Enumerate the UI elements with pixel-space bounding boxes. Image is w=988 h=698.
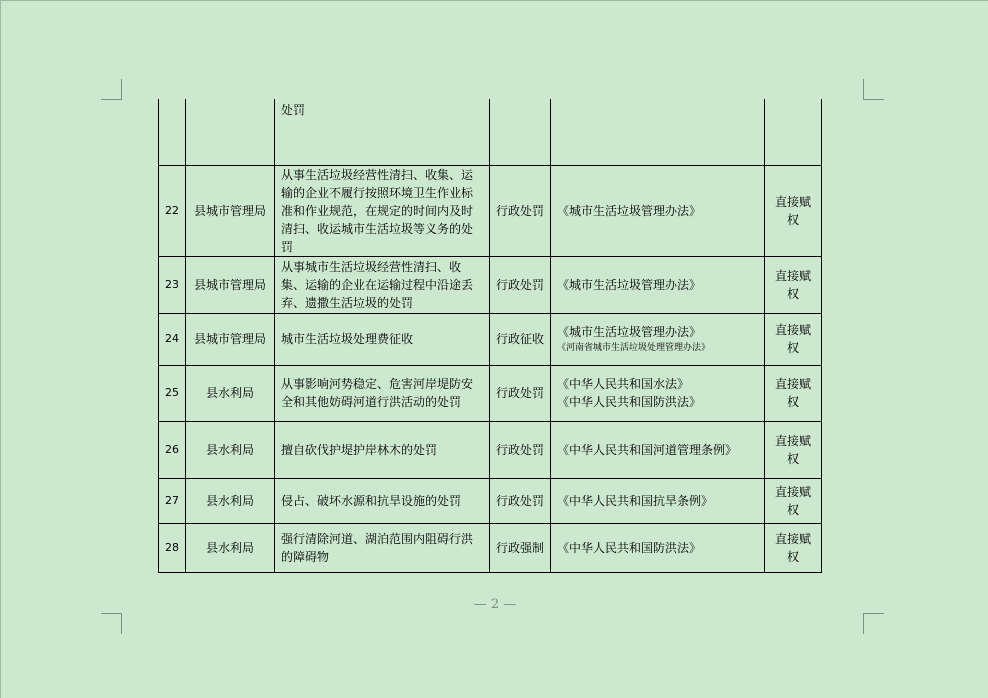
item-cell: 从事影响河势稳定、危害河岸堤防安全和其他妨碍河道行洪活动的处罚 bbox=[275, 365, 490, 421]
basis-law: 《中华人民共和国水法》 bbox=[557, 377, 690, 391]
table-row bbox=[159, 365, 822, 421]
type-cell: 行政强制 bbox=[490, 523, 551, 572]
basis-law: 《中华人民共和国防洪法》 bbox=[557, 540, 702, 555]
item-cell: 城市生活垃圾处理费征收 bbox=[275, 313, 490, 365]
department-cell: 县城市管理局 bbox=[186, 313, 275, 365]
basis-law: 《中华人民共和国防洪法》 bbox=[557, 395, 702, 409]
item-cell: 从事城市生活垃圾经营性清扫、收集、运输的企业在运输过程中沿途丢弃、遗撒生活垃圾的处罚 bbox=[275, 256, 490, 313]
basis-cell bbox=[551, 421, 765, 478]
department-cell: 县水利局 bbox=[186, 365, 275, 421]
department-cell: 县城市管理局 bbox=[186, 165, 275, 256]
basis-cell bbox=[551, 523, 765, 572]
type-cell: 行政处罚 bbox=[490, 165, 551, 256]
row-number: 24 bbox=[159, 313, 186, 365]
department-cell: 县水利局 bbox=[186, 421, 275, 478]
type-cell: 行政征收 bbox=[490, 313, 551, 365]
mode-cell: 直接赋权 bbox=[765, 313, 822, 365]
table-row bbox=[159, 523, 822, 572]
type-cell: 行政处罚 bbox=[490, 478, 551, 523]
row-number: 22 bbox=[159, 165, 186, 256]
margin-corner-bottom-right bbox=[863, 613, 884, 634]
basis-cell bbox=[551, 313, 765, 365]
table-row bbox=[159, 313, 822, 365]
mode-cell: 直接赋权 bbox=[765, 523, 822, 572]
row-number bbox=[159, 99, 186, 165]
page-number: — 2 — bbox=[473, 597, 517, 612]
department-cell bbox=[186, 99, 275, 165]
basis-law: 《城市生活垃圾管理办法》 bbox=[557, 325, 702, 339]
type-cell bbox=[490, 99, 551, 165]
item-cell: 强行清除河道、湖泊范围内阻碍行洪的障碍物 bbox=[275, 523, 490, 572]
mode-cell: 直接赋权 bbox=[765, 365, 822, 421]
item-cell: 从事生活垃圾经营性清扫、收集、运输的企业不履行按照环境卫生作业标准和作业规范，在规定的时间内及时清扫、收运城市生活垃圾等义务的处罚 bbox=[275, 165, 490, 256]
department-cell: 县水利局 bbox=[186, 523, 275, 572]
mode-cell bbox=[765, 99, 822, 165]
basis-law-secondary: 《河南省城市生活垃圾处理管理办法》 bbox=[557, 343, 711, 353]
department-cell: 县水利局 bbox=[186, 478, 275, 523]
basis-cell bbox=[551, 99, 765, 165]
mode-cell: 直接赋权 bbox=[765, 165, 822, 256]
row-number: 27 bbox=[159, 478, 186, 523]
margin-corner-top-left bbox=[101, 79, 122, 100]
mode-cell: 直接赋权 bbox=[765, 478, 822, 523]
basis-law: 《中华人民共和国河道管理条例》 bbox=[557, 442, 738, 457]
item-cell: 处罚 bbox=[275, 99, 490, 165]
row-number: 28 bbox=[159, 523, 186, 572]
basis-law: 《城市生活垃圾管理办法》 bbox=[557, 203, 702, 218]
basis-law: 《城市生活垃圾管理办法》 bbox=[557, 277, 702, 292]
basis-cell bbox=[551, 365, 765, 421]
margin-corner-top-right bbox=[863, 79, 884, 100]
margin-corner-bottom-left bbox=[101, 613, 122, 634]
table-row bbox=[159, 99, 822, 165]
type-cell: 行政处罚 bbox=[490, 365, 551, 421]
basis-law: 《中华人民共和国抗旱条例》 bbox=[557, 493, 714, 508]
item-cell: 擅自砍伐护堤护岸林木的处罚 bbox=[275, 421, 490, 478]
authority-table bbox=[158, 99, 822, 573]
mode-cell: 直接赋权 bbox=[765, 256, 822, 313]
table-row bbox=[159, 421, 822, 478]
row-number: 23 bbox=[159, 256, 186, 313]
basis-cell bbox=[551, 256, 765, 313]
row-number: 26 bbox=[159, 421, 186, 478]
table-row bbox=[159, 256, 822, 313]
type-cell: 行政处罚 bbox=[490, 421, 551, 478]
basis-cell bbox=[551, 165, 765, 256]
basis-cell bbox=[551, 478, 765, 523]
table-row bbox=[159, 478, 822, 523]
type-cell: 行政处罚 bbox=[490, 256, 551, 313]
row-number: 25 bbox=[159, 365, 186, 421]
table-row bbox=[159, 165, 822, 256]
item-cell: 侵占、破坏水源和抗旱设施的处罚 bbox=[275, 478, 490, 523]
department-cell: 县城市管理局 bbox=[186, 256, 275, 313]
mode-cell: 直接赋权 bbox=[765, 421, 822, 478]
